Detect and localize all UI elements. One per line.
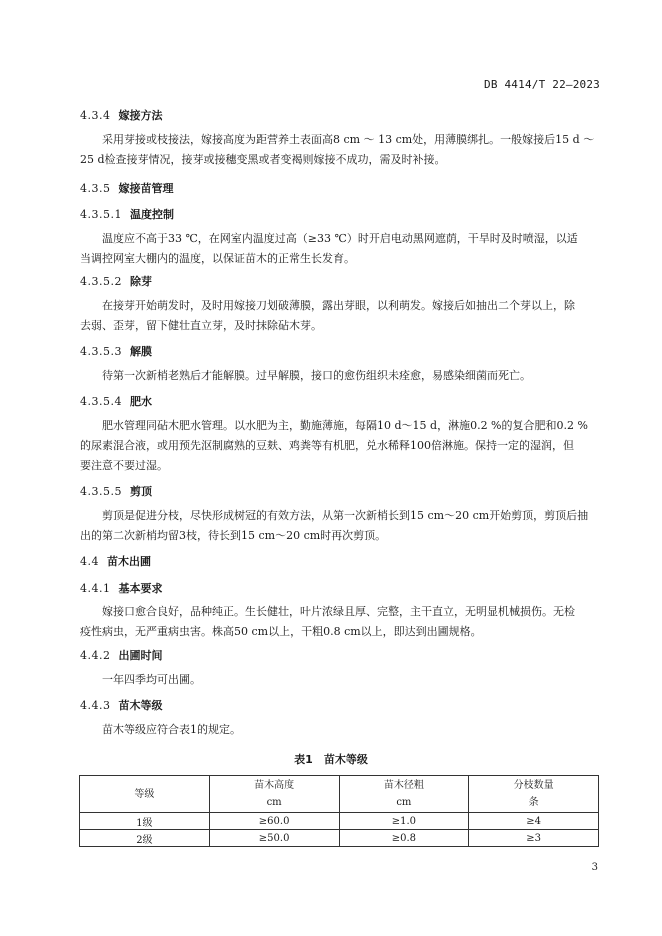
- table-cell: 1级: [80, 813, 210, 830]
- section-title: 温度控制: [129, 208, 174, 221]
- header-label: 分枝数量: [513, 780, 554, 791]
- header-unit: 条: [528, 797, 539, 808]
- table-cell: 2级: [80, 830, 210, 847]
- paragraph-line: 一年四季均可出圃。: [102, 673, 201, 686]
- section-heading-4-3-5-4: [80, 393, 152, 409]
- paragraph-line: 温度应不高于33 ℃，在网室内温度过高（≥33 ℃）时开启电动黑网遮荫，干旱时及时喷湿，以适: [102, 232, 578, 245]
- section-heading-4-3-5: [80, 180, 174, 196]
- section-number: 4.4: [80, 555, 99, 568]
- paragraph-temperature-control: [80, 229, 600, 269]
- table-row: [80, 830, 599, 847]
- table-cell: ≥3: [469, 830, 599, 847]
- paragraph-grafting-method: [80, 130, 600, 170]
- table-header-cell: [209, 776, 339, 813]
- paragraph-line: 待第一次新梢老熟后才能解膜。过早解膜，接口的愈伤组织未痊愈，易感染细菌而死亡。: [102, 369, 531, 382]
- section-number: 4.3.5.1: [80, 208, 122, 221]
- paragraph-line: 嫁接口愈合良好，品种纯正。生长健壮，叶片浓绿且厚、完整，主干直立，无明显机械损伤。无检: [102, 605, 575, 618]
- paragraph-line: 肥水管理同砧木肥水管理。以水肥为主，勤施薄施，每隔10 d～15 d，淋施0.2 %的复合肥和0.2 %: [102, 419, 588, 432]
- header-label: 苗木高度: [254, 780, 295, 791]
- section-title: 嫁接方法: [118, 109, 163, 122]
- paragraph-line: 当调控网室大棚内的温度，以保证苗木的正常生长发育。: [80, 252, 355, 265]
- table-header-row: [80, 776, 599, 813]
- table-cell: ≥1.0: [339, 813, 469, 830]
- header-label: 苗木径粗: [383, 780, 424, 791]
- paragraph-seedling-grade: [80, 720, 600, 740]
- table-row: [80, 813, 599, 830]
- page-number: 3: [591, 862, 598, 873]
- paragraph-line: 的尿素混合液，或用预先沤制腐熟的豆麸、鸡粪等有机肥，兑水稀释100倍淋施。保持一定的湿润，但: [80, 439, 574, 452]
- paragraph-film-removal: [80, 366, 600, 386]
- section-heading-4-3-4: [80, 107, 163, 123]
- section-number: 4.4.1: [80, 582, 111, 595]
- section-heading-4-3-5-3: [80, 343, 152, 359]
- section-title: 嫁接苗管理: [118, 182, 174, 195]
- section-title: 肥水: [129, 395, 152, 408]
- section-heading-4-3-5-2: [80, 273, 152, 289]
- paragraph-line: 25 d检查接芽情况，接芽或接穗变黑或者变褐则嫁接不成功，需及时补接。: [80, 153, 446, 166]
- section-number: 4.3.5: [80, 182, 111, 195]
- section-heading-4-4: [80, 553, 151, 569]
- seedling-grade-table: [79, 775, 599, 847]
- paragraph-line: 去弱、歪芽，留下健壮直立芽，及时抹除砧木芽。: [80, 319, 322, 332]
- table-header-cell: [469, 776, 599, 813]
- section-number: 4.3.5.5: [80, 485, 122, 498]
- paragraph-line: 苗木等级应符合表1的规定。: [102, 723, 241, 736]
- section-title: 出圃时间: [118, 649, 163, 662]
- section-number: 4.3.5.3: [80, 345, 122, 358]
- section-heading-4-3-5-5: [80, 483, 152, 499]
- paragraph-topping: [80, 506, 600, 546]
- section-title: 基本要求: [118, 582, 163, 595]
- table-cell: ≥4: [469, 813, 599, 830]
- document-code: DB 4414/T 22—2023: [484, 78, 600, 91]
- table-title: 表1 苗木等级: [294, 753, 368, 766]
- section-number: 4.4.2: [80, 649, 111, 662]
- paragraph-line: 疫性病虫，无严重病虫害。株高50 cm以上，干粗0.8 cm以上，即达到出圃规格。: [80, 625, 482, 638]
- paragraph-line: 剪顶是促进分枝，尽快形成树冠的有效方法，从第一次新梢长到15 cm～20 cm开始剪顶，剪顶后抽: [102, 509, 589, 522]
- section-number: 4.3.4: [80, 109, 111, 122]
- section-number: 4.3.5.2: [80, 275, 122, 288]
- section-title: 苗木等级: [118, 699, 163, 712]
- paragraph-line: 出的第二次新梢均留3枝，待长到15 cm～20 cm时再次剪顶。: [80, 529, 387, 542]
- header-label: 等级: [134, 788, 155, 800]
- section-title: 解膜: [129, 345, 152, 358]
- table-cell: ≥0.8: [339, 830, 469, 847]
- paragraph-bud-removal: [80, 296, 600, 336]
- section-title: 剪顶: [129, 485, 152, 498]
- header-unit: cm: [266, 797, 282, 808]
- section-heading-4-4-1: [80, 580, 163, 596]
- table-cell: ≥60.0: [209, 813, 339, 830]
- section-number: 4.3.5.4: [80, 395, 122, 408]
- paragraph-basic-requirements: [80, 602, 600, 642]
- header-unit: cm: [396, 797, 412, 808]
- section-heading-4-4-3: [80, 697, 163, 713]
- section-heading-4-3-5-1: [80, 206, 174, 222]
- paragraph-line: 采用芽接或枝接法，嫁接高度为距营养土表面高8 cm ～ 13 cm处，用薄膜绑扎。一般嫁接后15 d ～: [102, 133, 595, 146]
- paragraph-nursery-exit-time: [80, 670, 600, 690]
- section-title: 除芽: [129, 275, 152, 288]
- paragraph-line: 在接芽开始萌发时，及时用嫁接刀划破薄膜，露出芽眼，以利萌发。嫁接后如抽出二个芽以上，除: [102, 299, 575, 312]
- paragraph-fertilizer-water: [80, 416, 600, 476]
- table-header-cell: [80, 776, 210, 813]
- paragraph-line: 要注意不要过湿。: [80, 459, 168, 472]
- section-title: 苗木出圃: [107, 555, 151, 568]
- section-heading-4-4-2: [80, 647, 163, 663]
- section-number: 4.4.3: [80, 699, 111, 712]
- table-cell: ≥50.0: [209, 830, 339, 847]
- table-header-cell: [339, 776, 469, 813]
